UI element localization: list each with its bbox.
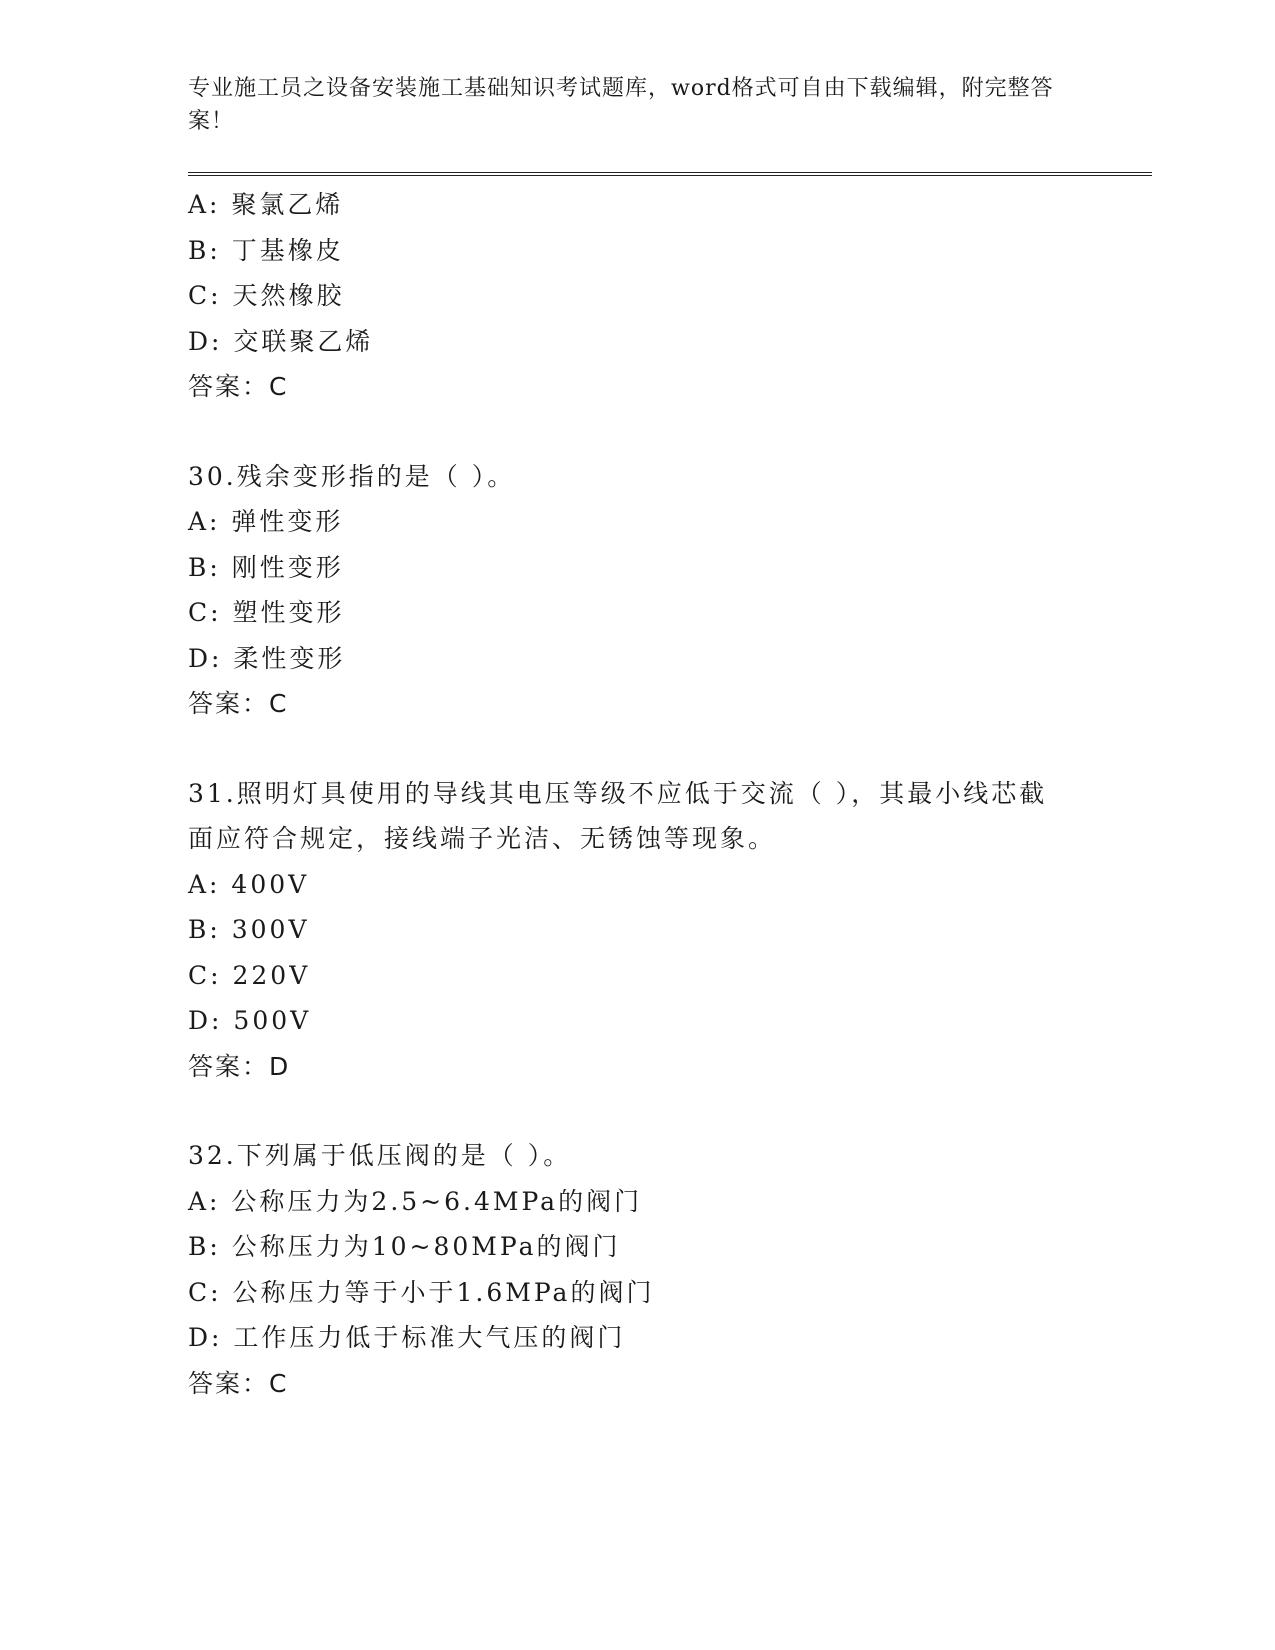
document-header: 专业施工员之设备安装施工基础知识考试题库，word格式可自由下载编辑，附完整答案！: [188, 76, 1054, 134]
header-divider: [188, 172, 1152, 176]
question-31: [188, 771, 1152, 1090]
document-page: [188, 72, 1152, 1406]
answer: 答案：C: [188, 689, 289, 718]
option-b: B: 公称压力为10~80MPa的阀门: [188, 1232, 621, 1261]
option-c: C: 天然橡胶: [188, 281, 345, 310]
answer: 答案：D: [188, 1051, 291, 1081]
spacer: [188, 727, 1152, 771]
question-29-fragment: [188, 182, 1152, 410]
answer: 答案：C: [188, 1368, 289, 1398]
option-c: C: 塑性变形: [188, 598, 345, 627]
option-b: B: 刚性变形: [188, 552, 344, 582]
question-stem: 32.下列属于低压阀的是（ ）。: [188, 1141, 572, 1170]
option-d: D: 交联聚乙烯: [188, 326, 374, 356]
option-a: A: 聚氯乙烯: [188, 190, 344, 219]
option-d: D: 柔性变形: [188, 643, 346, 673]
spacer: [188, 1089, 1152, 1133]
option-b: B: 300V: [188, 915, 310, 944]
spacer: [188, 410, 1152, 454]
option-b: B: 丁基橡皮: [188, 235, 344, 265]
question-stem: 31.照明灯具使用的导线其电压等级不应低于交流（ ），其最小线芯截面应符合规定，接线端子光洁、无锈蚀等现象。: [188, 778, 1048, 853]
option-d: D: 500V: [188, 1006, 312, 1035]
option-c: C: 220V: [188, 960, 311, 990]
option-c: C: 公称压力等于小于1.6MPa的阀门: [188, 1277, 655, 1307]
option-a: A: 弹性变形: [188, 507, 344, 536]
question-30: [188, 454, 1152, 727]
question-list: [188, 182, 1152, 1406]
question-stem: 30.残余变形指的是（ ）。: [188, 461, 516, 491]
question-32: [188, 1133, 1152, 1406]
option-a: A: 400V: [188, 869, 310, 899]
option-d: D: 工作压力低于标准大气压的阀门: [188, 1323, 626, 1352]
answer: 答案：C: [188, 372, 289, 401]
option-a: A: 公称压力为2.5~6.4MPa的阀门: [188, 1186, 643, 1216]
